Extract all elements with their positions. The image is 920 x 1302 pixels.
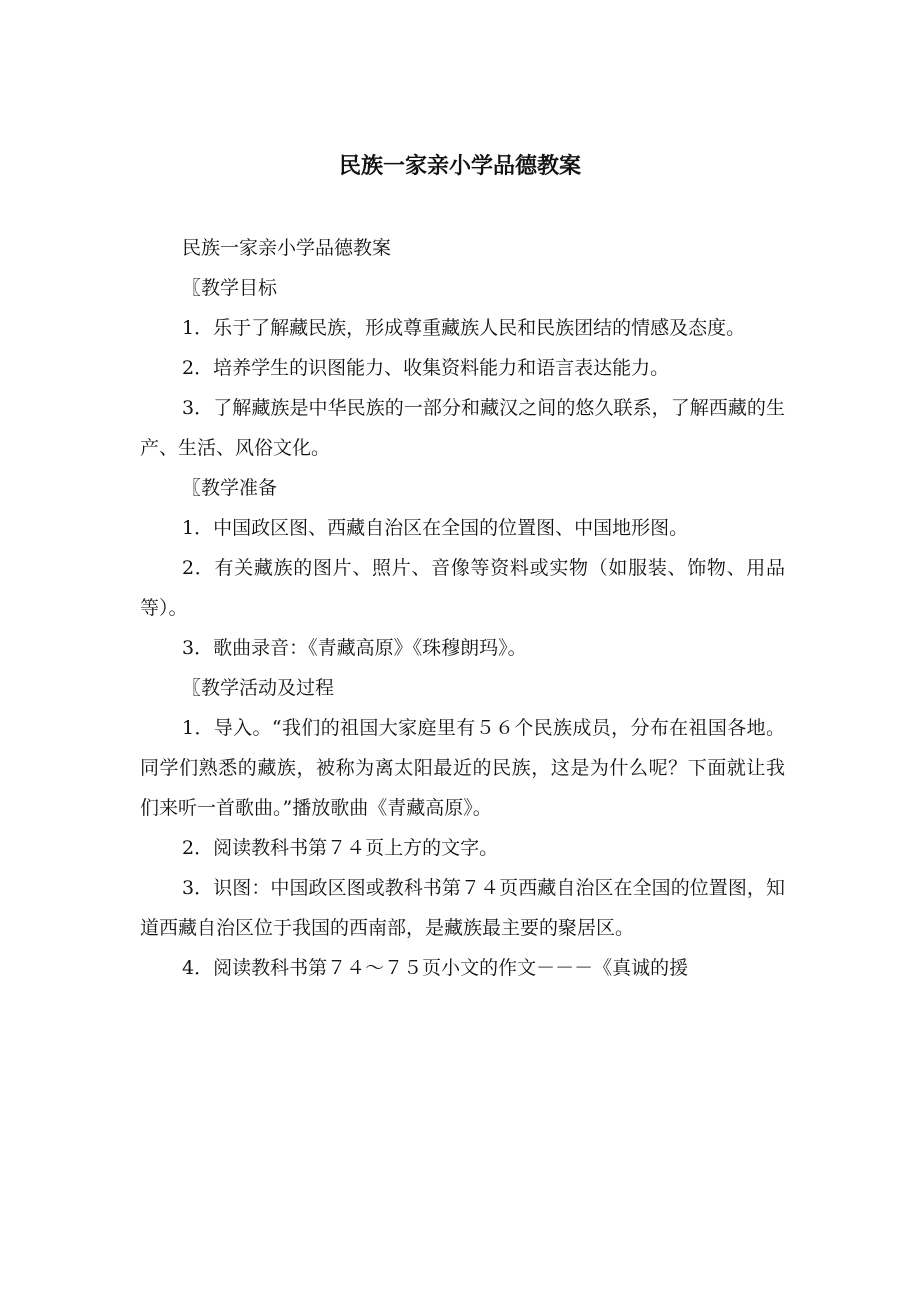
page-title: 民族一家亲小学品德教案 xyxy=(338,154,581,179)
paragraph: 4．阅读教科书第７４～７５页小文的作文－－－《真诚的援 xyxy=(182,957,689,979)
paragraph: 3．识图：中国政区图或教科书第７４页西藏自治区在全国的位置图，知道西藏自治区位于我国的西南部，是藏族最主要的聚居区。 xyxy=(140,877,785,939)
paragraph: 1．中国政区图、西藏自治区在全国的位置图、中国地形图。 xyxy=(182,517,689,539)
paragraph: 2．培养学生的识图能力、收集资料能力和语言表达能力。 xyxy=(182,357,670,379)
paragraph: 3．歌曲录音：《青藏高原》《珠穆朗玛》。 xyxy=(182,637,527,659)
paragraph: 3．了解藏族是中华民族的一部分和藏汉之间的悠久联系，了解西藏的生产、生活、风俗文化。 xyxy=(140,397,785,459)
section-heading-preparation: 〖教学准备 xyxy=(182,477,278,499)
section-heading-objectives: 〖教学目标 xyxy=(182,277,278,299)
paragraph: 2．有关藏族的图片、照片、音像等资料或实物（如服装、饰物、用品等）。 xyxy=(140,557,785,619)
paragraph: 1．乐于了解藏民族，形成尊重藏族人民和民族团结的情感及态度。 xyxy=(182,317,746,339)
document-body xyxy=(140,228,785,988)
paragraph-subtitle: 民族一家亲小学品德教案 xyxy=(182,237,392,259)
paragraph: 2．阅读教科书第７４页上方的文字。 xyxy=(182,837,499,859)
paragraph: 1．导入。“我们的祖国大家庭里有５６个民族成员，分布在祖国各地。同学们熟悉的藏族，被称为离太阳最近的民族，这是为什么呢？下面就让我们来听一首歌曲。”播放歌曲《青藏高原》。 xyxy=(140,717,785,819)
section-heading-activities: 〖教学活动及过程 xyxy=(182,677,335,699)
